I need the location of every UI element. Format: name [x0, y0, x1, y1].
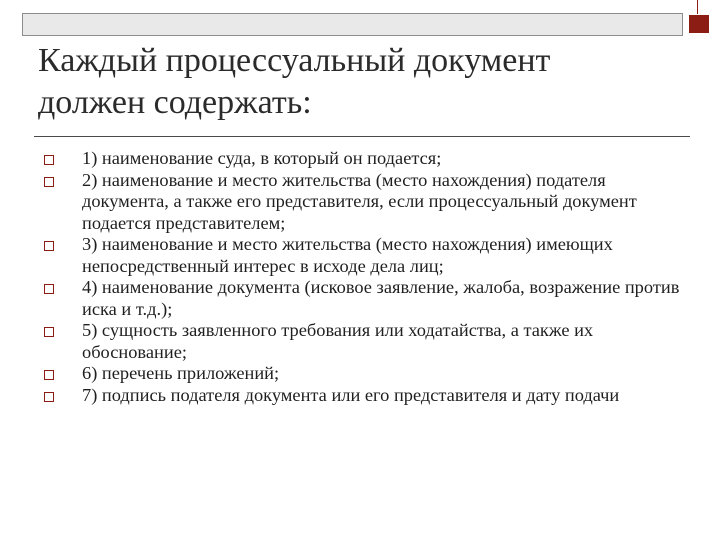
list-item — [42, 385, 682, 407]
list-item-text: 6) перечень приложений; — [82, 363, 280, 383]
list-item-text: 5) сущность заявленного требования или ходатайства, а также их обоснование; — [82, 320, 594, 362]
corner-accent-line — [697, 0, 698, 14]
list-item — [42, 170, 682, 235]
top-decorative-band — [22, 13, 683, 36]
square-bullet-icon — [44, 155, 54, 165]
list-item — [42, 363, 682, 385]
list-item — [42, 277, 682, 320]
slide-title: Каждый процессуальный документ должен содержать: — [38, 42, 551, 121]
square-bullet-icon — [44, 241, 54, 251]
list-item-text: 1) наименование суда, в который он подается; — [82, 148, 442, 168]
list-item — [42, 320, 682, 363]
list-item — [42, 234, 682, 277]
list-item-text: 7) подпись подателя документа или его представителя и дату подачи — [82, 384, 620, 405]
list-item-text: 4) наименование документа (исковое заявление, жалоба, возражение против иска и т.д.); — [82, 277, 680, 319]
square-bullet-icon — [44, 370, 54, 380]
square-bullet-icon — [44, 327, 54, 337]
square-bullet-icon — [44, 177, 54, 187]
corner-accent-square — [689, 15, 709, 33]
list-item-text: 3) наименование и место жительства (место нахождения) имеющих непосредственный интерес в исходе дела лиц; — [82, 234, 613, 276]
title-divider — [34, 136, 690, 137]
list-item — [42, 148, 682, 170]
list-item-text: 2) наименование и место жительства (место нахождения) подателя документа, а также его представителя, если процессуальный документ подается представителем; — [82, 169, 637, 233]
square-bullet-icon — [44, 284, 54, 294]
square-bullet-icon — [44, 392, 54, 402]
requirements-list — [42, 148, 682, 406]
